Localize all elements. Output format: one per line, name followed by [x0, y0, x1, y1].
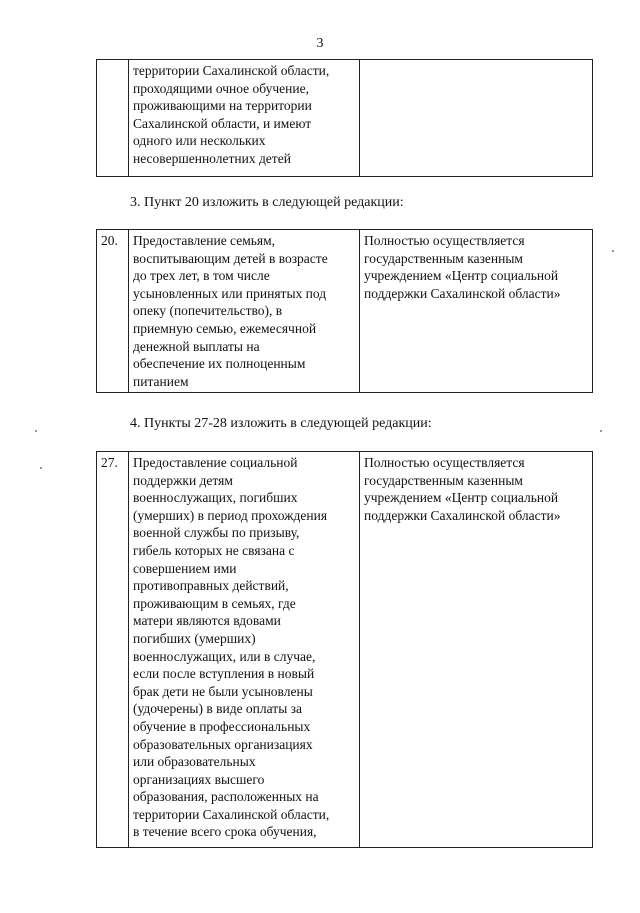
item-number: 20. — [97, 230, 129, 393]
table-row — [97, 60, 593, 177]
scan-speck — [612, 250, 614, 252]
table-row — [97, 452, 593, 848]
item-description: Предоставление семьям, воспитывающим детей в возрасте до трех лет, в том числе усыновленных или принятых под опеку (попечительство), в приемную семью, ежемесячной денежной выплаты на обеспечение их полноценным питанием — [129, 230, 360, 393]
page-number: 3 — [316, 36, 324, 51]
item-executor: Полностью осуществляется государственным казенным учреждением «Центр социальной поддержки Сахалинской области» — [360, 230, 593, 393]
item-executor: Полностью осуществляется государственным казенным учреждением «Центр социальной поддержки Сахалинской области» — [360, 452, 593, 848]
executor-cell — [360, 60, 593, 177]
scan-speck — [40, 467, 42, 469]
description-cell: территории Сахалинской области, проходящими очное обучение, проживающими на территории Сахалинской области, и имеют одного или нескольких несовершеннолетних детей — [129, 60, 360, 177]
table-row — [97, 230, 593, 393]
scan-speck — [600, 430, 602, 432]
scan-speck — [35, 430, 37, 432]
item-description: Предоставление социальной поддержки детям военнослужащих, погибших (умерших) в период прохождения военной службы по призыву, гибель которых не связана с совершением ими противоправных действий, проживающим в семьях, где матери являются вдовами погибших (умерших) военнослужащих, или в случае, если после вступления в новый брак дети не были усыновлены (удочерены) в виде оплаты за обучение в профессиональных образовательных организациях или образовательных организациях высшего образования, расположенных на территории Сахалинской области, в течение всего срока обучения, — [129, 452, 360, 848]
instruction-point-4: 4. Пункты 27-28 изложить в следующей редакции: — [130, 416, 432, 431]
continued-table — [96, 59, 593, 177]
item-number: 27. — [97, 452, 129, 848]
number-cell — [97, 60, 129, 177]
instruction-point-3: 3. Пункт 20 изложить в следующей редакции: — [130, 195, 404, 210]
item-20-table — [96, 229, 593, 393]
item-27-table — [96, 451, 593, 848]
